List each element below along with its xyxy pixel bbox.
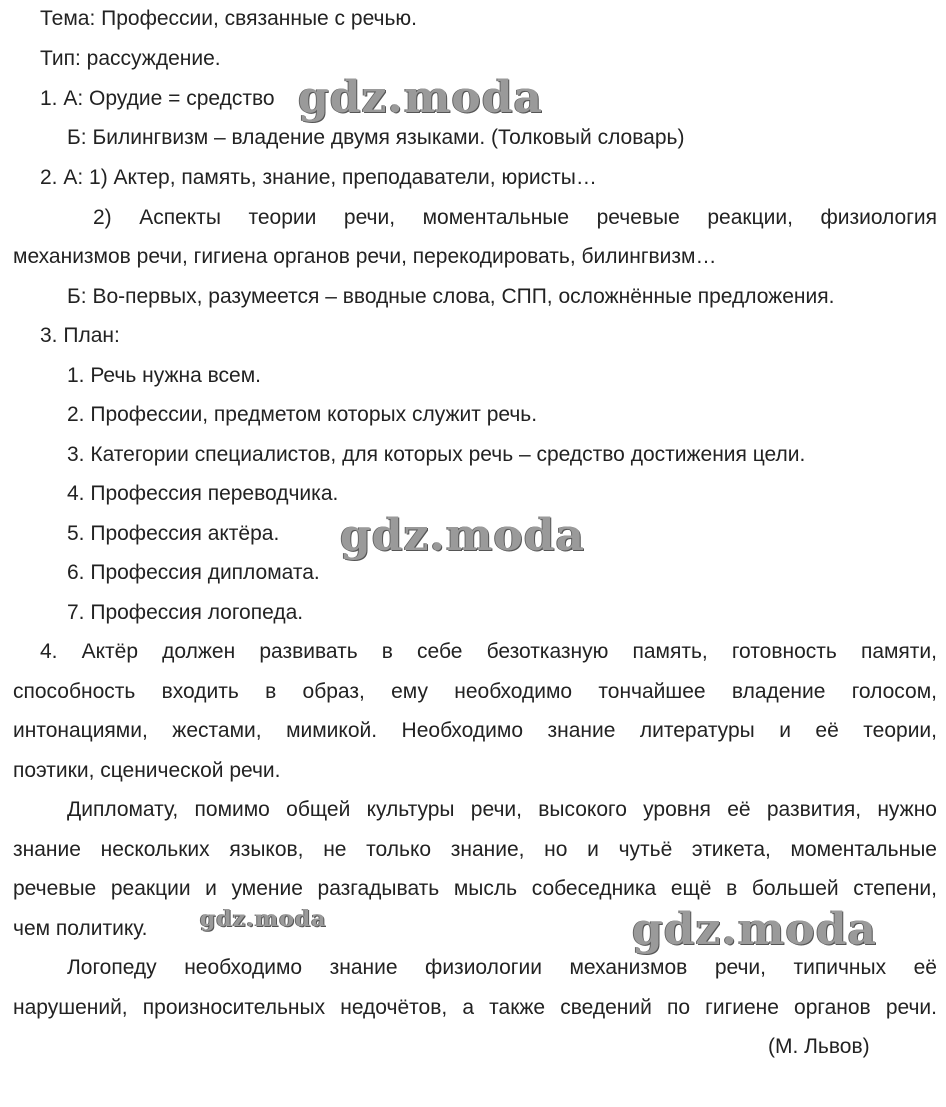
type-line: Тип: рассуждение. [40,47,221,70]
plan-item: 4. Профессия переводчика. [67,482,339,505]
item-1b: Б: Билингвизм – владение двумя языками. (Толковый словарь) [67,126,685,149]
speech-therapist-paragraph-line: нарушений, произносительных недочётов, а также сведений по гигиене органов речи. [13,996,937,1019]
watermark: gdz.moda [632,904,878,955]
actor-paragraph-line: способность входить в образ, ему необходимо тончайшее владение голосом, [13,680,937,703]
diplomat-paragraph-line: знание нескольких языков, не только знание, но и чутьё этикета, моментальные [13,838,937,861]
topic-line: Тема: Профессии, связанные с речью. [40,7,418,30]
watermark: gdz.moda [340,510,586,561]
watermark: gdz.moda [298,72,544,123]
diplomat-paragraph-line: речевые реакции и умение разгадывать мысль собеседника ещё в большей степени, [13,877,937,900]
speech-therapist-paragraph-line: Логопеду необходимо знание физиологии механизмов речи, типичных её [67,956,937,979]
diplomat-paragraph-line: Дипломату, помимо общей культуры речи, высокого уровня её развития, нужно [67,798,937,821]
plan-item: 5. Профессия актёра. [67,522,280,545]
author-signature: (М. Львов) [768,1035,870,1058]
diplomat-paragraph-line: чем политику. [13,917,148,940]
plan-item: 2. Профессии, предметом которых служит речь. [67,403,538,426]
item-2a-2-cont: механизмов речи, гигиена органов речи, перекодировать, билингвизм… [13,245,717,268]
actor-paragraph-line: интонациями, жестами, мимикой. Необходимо знание литературы и её теории, [13,719,937,742]
plan-item: 1. Речь нужна всем. [67,364,261,387]
watermark: gdz.moda [200,906,327,932]
item-2a-2: 2) Аспекты теории речи, моментальные речевые реакции, физиология [93,206,937,229]
plan-item: 3. Категории специалистов, для которых речь – средство достижения цели. [67,443,806,466]
item-2a: 2. А: 1) Актер, память, знание, преподаватели, юристы… [40,166,597,189]
item-1a: 1. А: Орудие = средство [40,87,275,110]
item-2b: Б: Во-первых, разумеется – вводные слова, СПП, осложнённые предложения. [67,285,835,308]
actor-paragraph-line: 4. Актёр должен развивать в себе безотказную память, готовность памяти, [40,640,937,663]
actor-paragraph-line: поэтики, сценической речи. [13,759,281,782]
item-3-plan: 3. План: [40,324,120,347]
plan-item: 7. Профессия логопеда. [67,601,304,624]
plan-item: 6. Профессия дипломата. [67,561,320,584]
